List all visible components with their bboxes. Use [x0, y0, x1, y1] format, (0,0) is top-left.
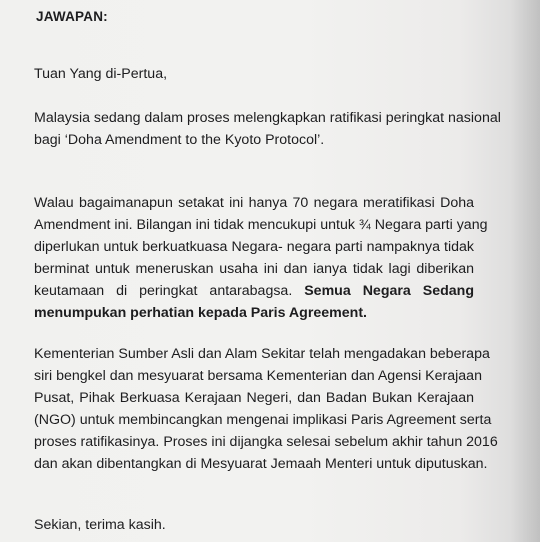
- paragraph-2-line5-regular: keutamaan di peringkat antarabagsa.: [34, 283, 293, 299]
- paragraph-2-line6-bold: menumpukan perhatian kepada Paris Agreement.: [34, 305, 367, 321]
- salutation-text: Tuan Yang di-Pertua,: [34, 66, 168, 82]
- paragraph-3-line: siri bengkel dan mesyuarat bersama Kementerian dan Agensi Kerajaan: [34, 368, 482, 384]
- paragraph-2-line: Walau bagaimanapun setakat ini hanya 70 negara meratifikasi Doha: [34, 195, 474, 211]
- paragraph-3-line: Pusat, Pihak Berkuasa Kerajaan Negeri, dan Badan Bukan Kerajaan: [34, 390, 474, 406]
- paragraph-2-line: berminat untuk meneruskan usaha ini dan ianya tidak lagi diberikan: [34, 261, 474, 277]
- paragraph-2: [34, 192, 488, 324]
- paragraph-3-line: dan akan dibentangkan di Mesyuarat Jemaah Menteri untuk diputuskan.: [34, 456, 488, 472]
- closing: [34, 514, 474, 536]
- paragraph-3-line: proses ratifikasinya. Proses ini dijangka selesai sebelum akhir tahun 2016: [34, 434, 498, 450]
- closing-text: Sekian, terima kasih.: [34, 517, 166, 533]
- paragraph-1-line: Malaysia sedang dalam proses melengkapkan ratifikasi peringkat nasional: [34, 110, 501, 126]
- paragraph-3: [34, 343, 498, 475]
- paragraph-3-line: Kementerian Sumber Asli dan Alam Sekitar telah mengadakan beberapa: [34, 346, 490, 362]
- paragraph-2-line: Amendment ini. Bilangan ini tidak mencukupi untuk ¾ Negara parti yang: [34, 217, 488, 233]
- paragraph-3-line: (NGO) untuk membincangkan mengenai implikasi Paris Agreement serta: [34, 412, 492, 428]
- paragraph-2-line5-bold: Semua Negara Sedang: [304, 283, 474, 299]
- paragraph-1: [34, 107, 501, 151]
- salutation: [34, 63, 474, 85]
- paragraph-2-line: [34, 280, 474, 302]
- paragraph-1-line: bagi ‘Doha Amendment to the Kyoto Protocol’.: [34, 132, 325, 148]
- paragraph-2-line: diperlukan untuk berkuatkuasa Negara- negara parti nampaknya tidak: [34, 239, 474, 255]
- answer-heading: JAWAPAN:: [36, 9, 108, 24]
- page-edge-shadow: [510, 0, 540, 542]
